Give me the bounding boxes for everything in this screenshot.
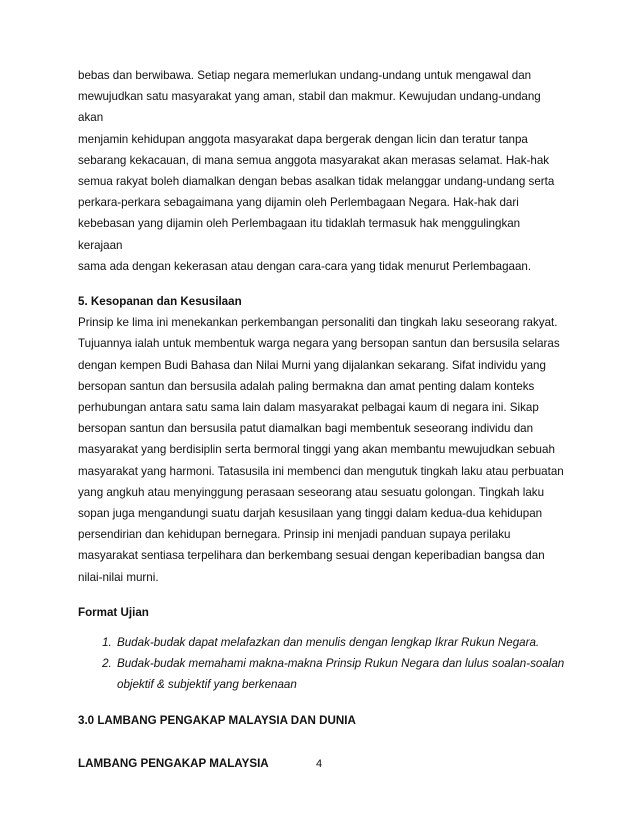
text-line: masyarakat sentiasa terpelihara dan berkembang sesuai dengan keperibadian bangsa dan (78, 549, 545, 563)
text-line: bebas dan berwibawa. Setiap negara memerlukan undang-undang untuk mengawal dan (78, 69, 532, 82)
text-line: bersopan santun dan bersusila adalah paling bermakna dan amat penting dalam konteks (78, 379, 535, 393)
page-number: 4 (315, 758, 323, 770)
intro-paragraph (78, 65, 566, 277)
text-line: masyarakat yang berdisiplin serta bermoral tinggi yang akan membantu mewujudkan sebuah (78, 443, 555, 457)
list-item (115, 632, 566, 653)
text-line: menjamin kehidupan anggota masyarakat dapa bergerak dengan licin dan teratur tanpa (78, 132, 528, 146)
text-line: perkara-perkara sebagaimana yang dijamin oleh Perlembagaan Negara. Hak-hak dari (78, 196, 519, 210)
text-line: dengan kempen Budi Bahasa dan Nilai Murni yang dijalankan sekarang. Sifat individu yang (78, 358, 546, 372)
list-item-text-continued: objektif & subjektif yang berkenaan (117, 678, 297, 692)
text-line: Prinsip ke lima ini menekankan perkembangan personaliti dan tingkah laku seseorang rakyat. (78, 316, 558, 330)
list-item (115, 653, 566, 695)
page-content (78, 65, 566, 774)
section-heading: 3.0 LAMBANG PENGAKAP MALAYSIA DAN DUNIA (78, 713, 356, 727)
format-ujian-list (78, 632, 566, 696)
text-line: sama ada dengan kekerasan atau dengan cara-cara yang tidak menurut Perlembagaan. (78, 259, 532, 273)
text-line: sebarang kekacauan, di mana semua anggota masyarakat akan merasas selamat. Hak-hak (78, 153, 550, 167)
list-item-text: Budak-budak memahami makna-makna Prinsip Rukun Negara dan lulus soalan-soalan (117, 657, 565, 671)
text-line: yang angkuh atau menyinggung perasaan seseorang atau sesuatu golongan. Tingkah laku (78, 485, 545, 499)
text-line: semua rakyat boleh diamalkan dengan bebas asalkan tidak melanggar undang-undang serta (78, 175, 555, 189)
text-line: nilai-nilai murni. (78, 570, 159, 584)
subsection-heading: LAMBANG PENGAKAP MALAYSIA (78, 756, 269, 770)
text-line: bersopan santun dan bersusila patut diamalkan bagi membentuk seseorang individu dan (78, 422, 534, 436)
section-heading: 5. Kesopanan dan Kesusilaan (78, 295, 242, 309)
text-line: kebebasan yang dijamin oleh Perlembagaan itu tidaklah termasuk hak menggulingkan kerajaan (78, 217, 521, 252)
text-line: masyarakat yang harmoni. Tatasusila ini membenci dan mengutuk tingkah laku atau perbuatan (78, 464, 564, 478)
text-line: perhubungan antara satu sama lain dalam masyarakat pelbagai kaum di negara ini. Sikap (78, 401, 539, 415)
text-line: sopan juga mengandungi suatu darjah kesusilaan yang tinggi dalam kedua-dua kehidupan (78, 507, 543, 521)
text-line: mewujudkan satu masyarakat yang aman, stabil dan makmur. Kewujudan undang-undang akan (78, 90, 541, 125)
list-item-text: Budak-budak dapat melafazkan dan menulis dengan lengkap Ikrar Rukun Negara. (117, 636, 540, 650)
format-ujian-heading: Format Ujian (78, 605, 149, 619)
section5-paragraph (78, 312, 566, 588)
text-line: Tujuannya ialah untuk membentuk warga negara yang bersopan santun dan bersusila selaras (78, 337, 560, 351)
text-line: persendirian dan kehidupan bernegara. Prinsip ini menjadi panduan supaya perilaku (78, 528, 511, 542)
